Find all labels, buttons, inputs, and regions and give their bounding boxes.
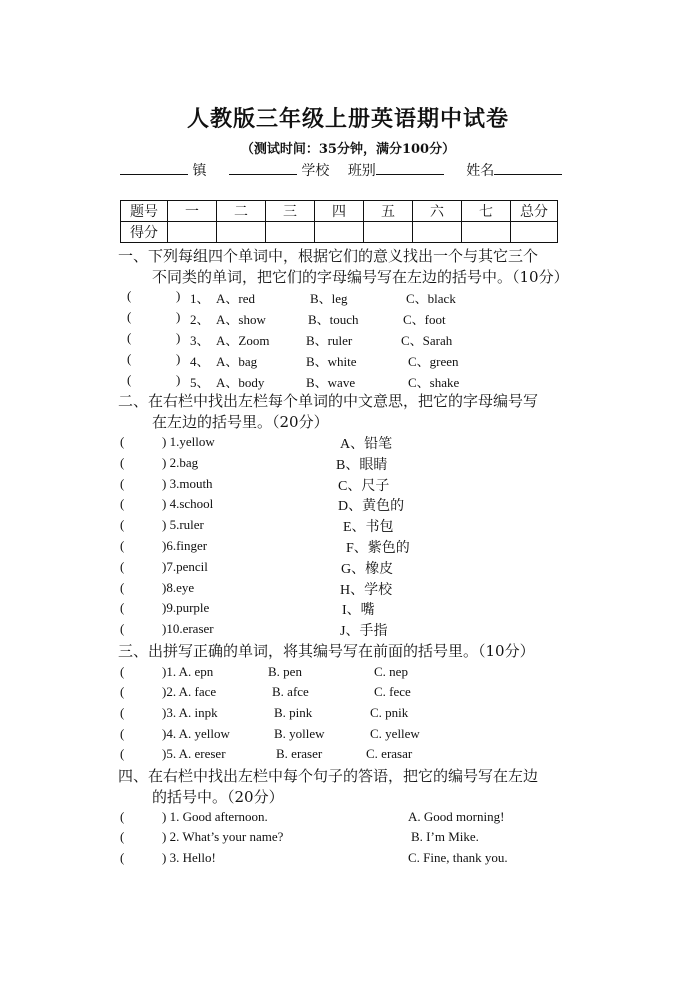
option-a: A、red xyxy=(216,291,255,306)
item-meaning: C、尺子 xyxy=(338,479,390,494)
score-cell[interactable] xyxy=(168,222,217,243)
item-meaning: H、学校 xyxy=(340,583,393,598)
score-header-cell: 题号 xyxy=(121,201,168,222)
option-c: C、foot xyxy=(403,312,446,327)
score-header-cell: 五 xyxy=(364,201,413,222)
answer-paren[interactable]: ( xyxy=(120,559,125,574)
answer-paren[interactable]: ( xyxy=(127,351,132,366)
section1-title-line2: 不同类的单词，把它们的字母编号写在左边的括号中。（10分） xyxy=(152,268,569,286)
item-number: 5、 xyxy=(190,375,210,390)
option-b: B、white xyxy=(306,354,357,369)
item-sentence: ) 1. Good afternoon. xyxy=(162,809,268,824)
option-a: )4. A. yellow xyxy=(162,726,230,741)
town-label: 镇 xyxy=(192,163,207,179)
score-header-cell: 四 xyxy=(315,201,364,222)
item-response: C. Fine, thank you. xyxy=(408,850,508,865)
item-close: ) xyxy=(176,288,181,303)
option-c: C、shake xyxy=(408,375,460,390)
item-word: )6.finger xyxy=(162,538,208,553)
answer-paren[interactable]: ( xyxy=(120,809,125,824)
score-cell[interactable] xyxy=(266,222,315,243)
option-c: C. fece xyxy=(374,684,411,699)
item-meaning: I、嘴 xyxy=(342,603,375,618)
item-meaning: D、黄色的 xyxy=(338,499,405,514)
option-c: C. pnik xyxy=(370,705,409,720)
item-response: B. I’m Mike. xyxy=(411,829,479,844)
section3-title: 三、出拼写正确的单词，将其编号写在前面的括号里。（10分） xyxy=(118,642,535,660)
item-word: ) 1.yellow xyxy=(162,434,215,449)
score-header-cell: 二 xyxy=(217,201,266,222)
answer-paren[interactable]: ( xyxy=(127,288,132,303)
option-a: A、bag xyxy=(216,354,258,369)
item-close: ) xyxy=(176,330,181,345)
answer-paren[interactable]: ( xyxy=(127,330,132,345)
answer-paren[interactable]: ( xyxy=(120,746,125,761)
section1-title-line1: 一、下列每组四个单词中，根据它们的意义找出一个与其它三个 xyxy=(118,247,539,265)
answer-paren[interactable]: ( xyxy=(120,580,125,595)
item-sentence: ) 3. Hello! xyxy=(162,850,216,865)
item-word: )8.eye xyxy=(162,580,195,595)
item-close: ) xyxy=(176,309,181,324)
item-number: 3、 xyxy=(190,333,210,348)
score-cell[interactable] xyxy=(462,222,511,243)
school-blank[interactable] xyxy=(229,160,297,175)
option-a: A、show xyxy=(216,312,266,327)
class-blank[interactable] xyxy=(376,160,444,175)
item-word: )7.pencil xyxy=(162,559,208,574)
name-label: 姓名 xyxy=(466,163,495,179)
answer-paren[interactable]: ( xyxy=(120,538,125,553)
answer-paren[interactable]: ( xyxy=(120,476,125,491)
score-header-cell: 一 xyxy=(168,201,217,222)
score-header-cell: 总分 xyxy=(511,201,558,222)
option-c: C、black xyxy=(406,291,456,306)
answer-paren[interactable]: ( xyxy=(120,664,125,679)
option-c: C、Sarah xyxy=(401,333,453,348)
option-c: C. erasar xyxy=(366,746,413,761)
option-b: B、leg xyxy=(310,291,348,306)
score-cell[interactable] xyxy=(217,222,266,243)
option-b: B、ruler xyxy=(306,333,353,348)
option-b: B. pink xyxy=(274,705,313,720)
option-c: C、green xyxy=(408,354,459,369)
answer-paren[interactable]: ( xyxy=(120,726,125,741)
page-title: 人教版三年级上册英语期中试卷 xyxy=(186,106,509,132)
item-meaning: F、紫色的 xyxy=(346,541,410,556)
option-a: )2. A. face xyxy=(162,684,217,699)
section4-title-line1: 四、在右栏中找出左栏中每个句子的答语，把它的编号写在左边 xyxy=(118,767,539,785)
page-subtitle: （测试时间：35分钟，满分100分） xyxy=(240,142,456,157)
item-word: ) 5.ruler xyxy=(162,517,204,532)
answer-paren[interactable]: ( xyxy=(120,455,125,470)
answer-paren[interactable]: ( xyxy=(120,517,125,532)
answer-paren[interactable]: ( xyxy=(120,600,125,615)
item-sentence: ) 2. What’s your name? xyxy=(162,829,284,844)
item-meaning: G、橡皮 xyxy=(341,562,394,577)
score-cell[interactable] xyxy=(315,222,364,243)
answer-paren[interactable]: ( xyxy=(127,372,132,387)
item-meaning: B、眼睛 xyxy=(336,458,388,473)
option-a: )5. A. ereser xyxy=(162,746,226,761)
name-blank[interactable] xyxy=(494,160,562,175)
option-a: A、Zoom xyxy=(216,333,270,348)
option-c: C. yellew xyxy=(370,726,420,741)
item-word: ) 4.school xyxy=(162,496,214,511)
answer-paren[interactable]: ( xyxy=(120,684,125,699)
score-cell[interactable] xyxy=(511,222,558,243)
class-label: 班别 xyxy=(347,163,376,179)
option-b: B、wave xyxy=(306,375,356,390)
answer-paren[interactable]: ( xyxy=(120,829,125,844)
item-meaning: E、书包 xyxy=(343,520,394,535)
info-line xyxy=(120,160,562,180)
item-number: 2、 xyxy=(190,312,210,327)
item-close: ) xyxy=(176,372,181,387)
option-a: )1. A. epn xyxy=(162,664,214,679)
score-header-cell: 七 xyxy=(462,201,511,222)
score-value-row xyxy=(121,222,558,243)
option-b: B. afce xyxy=(272,684,309,699)
answer-paren[interactable]: ( xyxy=(120,496,125,511)
score-table xyxy=(120,200,558,243)
score-cell[interactable] xyxy=(364,222,413,243)
school-label: 学校 xyxy=(301,163,330,179)
option-b: B. pen xyxy=(268,664,302,679)
item-word: ) 3.mouth xyxy=(162,476,213,491)
score-header-row xyxy=(121,201,558,222)
answer-paren[interactable]: ( xyxy=(120,705,125,720)
option-c: C. nep xyxy=(374,664,408,679)
answer-paren[interactable]: ( xyxy=(120,434,125,449)
item-number: 4、 xyxy=(190,354,210,369)
option-b: B. yollew xyxy=(274,726,325,741)
option-a: )3. A. inpk xyxy=(162,705,218,720)
item-meaning: A、铅笔 xyxy=(340,437,393,452)
answer-paren[interactable]: ( xyxy=(127,309,132,324)
section2-title-line1: 二、在右栏中找出左栏每个单词的中文意思，把它的字母编号写 xyxy=(118,392,539,410)
item-number: 1、 xyxy=(190,291,210,306)
score-header-cell: 六 xyxy=(413,201,462,222)
item-close: ) xyxy=(176,351,181,366)
section2-title-line2: 在左边的括号里。（20分） xyxy=(152,413,329,431)
section4-title-line2: 的括号中。（20分） xyxy=(152,788,284,806)
score-header-cell: 三 xyxy=(266,201,315,222)
item-word: )9.purple xyxy=(162,600,210,615)
item-response: A. Good morning! xyxy=(408,809,505,824)
option-a: A、body xyxy=(216,375,265,390)
answer-paren[interactable]: ( xyxy=(120,621,125,636)
score-row-label: 得分 xyxy=(121,222,168,243)
item-word: ) 2.bag xyxy=(162,455,199,470)
option-b: B. eraser xyxy=(276,746,323,761)
item-meaning: J、手指 xyxy=(340,624,388,639)
answer-paren[interactable]: ( xyxy=(120,850,125,865)
score-cell[interactable] xyxy=(413,222,462,243)
town-blank[interactable] xyxy=(120,160,188,175)
item-word: )10.eraser xyxy=(162,621,214,636)
option-b: B、touch xyxy=(308,312,359,327)
